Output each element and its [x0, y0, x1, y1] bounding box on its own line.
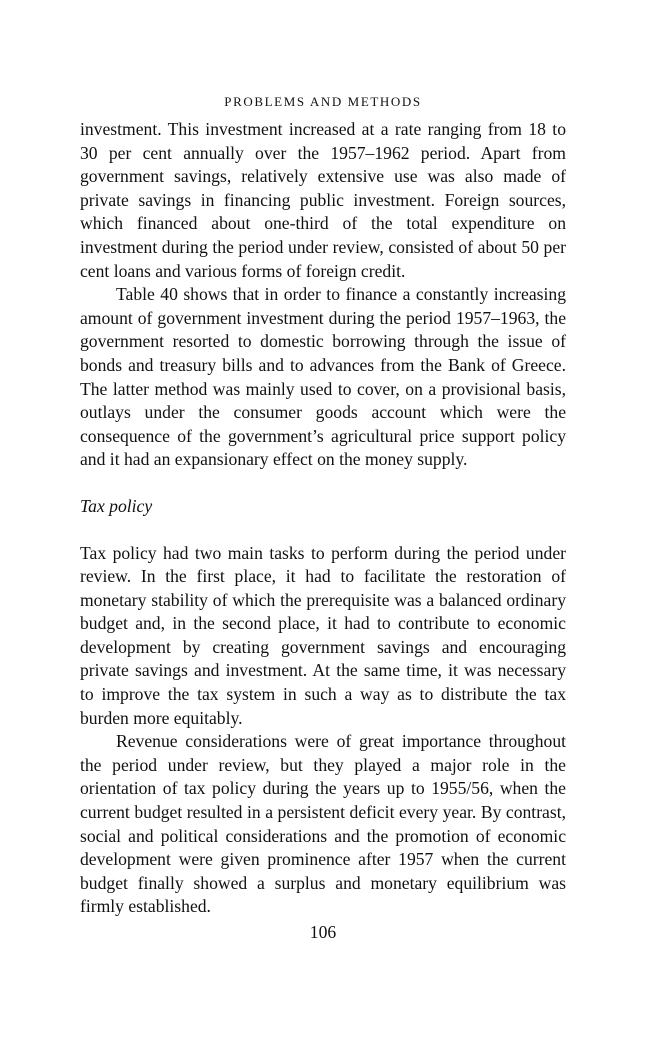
- document-page: [80, 92, 566, 945]
- paragraph-investment: investment. This investment increased at a rate ranging from 18 to 30 per cent annually over the 1957–1962 period. Apart from government savings, relatively extensive use was also made of private savings in financing public investment. Foreign sources, which financed about one-third of the total expenditure on investment during the period under review, consisted of about 50 per cent loans and various forms of foreign credit.: [80, 119, 566, 281]
- running-head: PROBLEMS AND METHODS: [224, 94, 422, 109]
- section-heading-tax-policy: Tax policy: [80, 495, 153, 516]
- paragraph-revenue-considerations: Revenue considerations were of great importance throughout the period under review, but they played a major role in the orientation of tax policy during the years up to 1955/56, when the current budget resulted in a persistent deficit every year. By contrast, social and political considerations and the promotion of economic development were given prominence after 1957 when the current budget finally showed a surplus and monetary equilibrium was firmly established.: [80, 731, 566, 917]
- paragraph-table-40: Table 40 shows that in order to finance a constantly increasing amount of government investment during the period 1957–1963, the government resorted to domestic borrowing through the issue of bonds and treasury bills and to advances from the Bank of Greece. The latter method was mainly used to cover, on a provisional basis, outlays under the consumer goods account which were the consequence of the government’s agricultural price support policy and it had an expansionary effect on the money supply.: [80, 284, 566, 470]
- paragraph-tax-policy-tasks: Tax policy had two main tasks to perform during the period under review. In the first place, it had to facilitate the restoration of monetary stability of which the prerequisite was a balanced ordinary budget and, in the second place, it had to contribute to economic development by creating government savings and encouraging private savings and investment. At the same time, it was necessary to improve the tax system in such a way as to distribute the tax burden more equitably.: [80, 542, 566, 728]
- page-number: 106: [309, 922, 337, 942]
